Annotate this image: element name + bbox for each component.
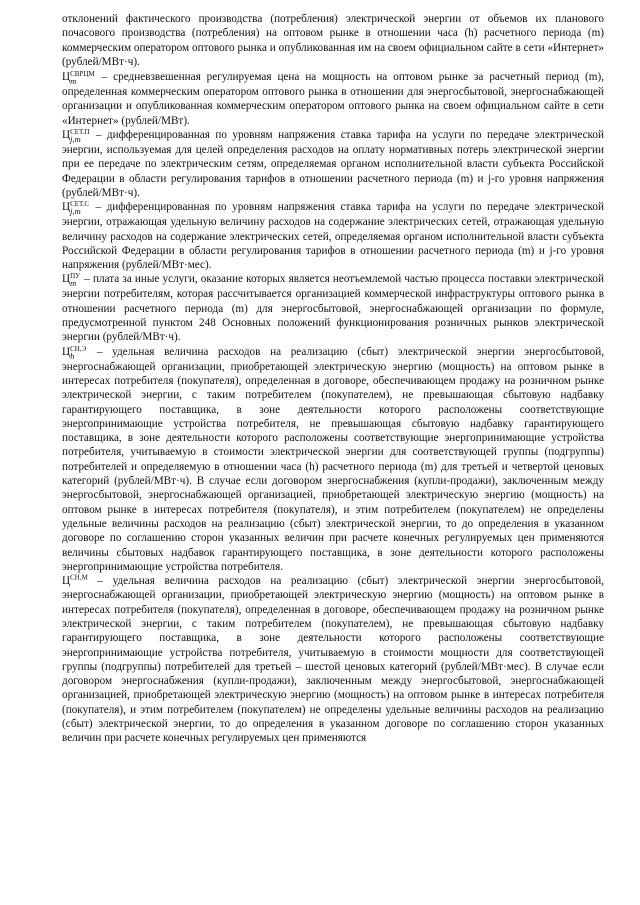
paragraph-continuation: отклонений фактического производства (потребления) электрической энергии от объемов их планового почасового производства (потребления) на оптовом рынке в отношении часа (h) расчетного периода (m) коммерческим оператором оптового рынка и опубликованная им на своем официальном сайте в сети «Интернет» (рублей/МВт·ч). <box>62 13 604 68</box>
definition-text: – плата за иные услуги, оказание которых является неотъемлемой частью процесса поставки электрической энергии потребителям, которая рассчитывается организацией коммерческой инфраструктуры оптового рынка в отношении расчетного периода (m) для энергосбытовой, энергоснабжающей организации по формуле, предусмотренной пунктом 248 Основных положений функционирования розничных рынков электрической энергии (рублей/МВт·ч). <box>62 273 604 344</box>
formula-symbol: Ц ПУ m <box>62 272 81 289</box>
definition-text: – дифференцированная по уровням напряжения ставка тарифа на услуги по передаче электрической энергии, отражающая удельную величину расходов на содержание электрических сетей, отражающая удельную величину расходов на содержание электрических сетей, определяемая органом исполнительной власти субъекта Российской Федерации в области регулирования тарифов в отношении расчетного периода (m) и j-го уровня напряжения (рублей/МВт·мес). <box>62 201 604 272</box>
formula-symbol: Ц СЕТ.С j,m <box>62 200 90 217</box>
definition-tariff-losses <box>62 128 604 200</box>
formula-superscript: СН,М <box>70 573 88 582</box>
formula-superscript: СН,Э <box>70 344 87 353</box>
formula-subscript: m <box>70 76 77 87</box>
formula-superscript: ПУ <box>70 272 81 281</box>
formula-subscript: m <box>70 278 77 289</box>
definition-tariff-network <box>62 200 604 272</box>
definition-price-capacity-avg <box>62 70 604 128</box>
definition-sales-capacity <box>62 574 604 746</box>
formula-symbol: Ц СЕТ.П j,m <box>62 128 90 145</box>
definition-text: – удельная величина расходов на реализацию (сбыт) электрической энергии энергосбытовой, энергоснабжающей организации, приобретающей электрическую энергию (мощность) на оптовом рынке в интересах потребителя (покупателя), определенная в договоре, обеспечивающем продажу на розничном рынке электрической энергии, с таким потребителем (покупателем), не превышающая сбытовую надбавку гарантирующего поставщика, в зоне деятельности которого расположены соответствующие энергопринимающие устройства потребителя, не превышающая сбытовую надбавку гарантирующего поставщика, в зоне деятельности которого расположены соответствующие энергопринимающие устройства потребителя, учитываемую в стоимости электрической энергии для соответствующей группы (подгруппы) потребителей и определяемую в отношении часа (h) расчетного периода (m) для третьей и четвертой ценовых категорий (рублей/МВт·ч). В случае если договором энергоснабжения (купли-продажи), заключенным между энергосбытовой, энергоснабжающей организацией, приобретающей электрическую энергию (мощность) на оптовом рынке в интересах потребителя (покупателя), и этим потребителем (покупателем) не определены удельные величины расходов на реализацию (сбыт) электрической энергии, то до определения в указанном договоре по соглашению сторон указанных величин при расчете конечных регулируемых цен применяются величины сбытовых надбавок гарантирующего поставщика, в зоне деятельности которого расположены энергопринимающие устройства потребителя. <box>62 345 604 573</box>
definition-other-services <box>62 272 604 344</box>
formula-superscript: СЕТ.С <box>70 200 90 209</box>
definition-text: – средневзвешенная регулируемая цена на мощность на оптовом рынке за расчетный период (m), определенная коммерческим оператором оптового рынка в отношении для энергосбытовой, энергоснабжающей организации и опубликованная коммерческим оператором оптового рынка на своем официальном сайте в сети «Интернет» (рублей/МВт). <box>62 71 604 127</box>
definition-text: – удельная величина расходов на реализацию (сбыт) электрической энергии энергосбытовой, энергоснабжающей организации, приобретающей электрическую энергию (мощность) на оптовом рынке в интересах потребителя (покупателя), определенная в договоре, обеспечивающем продажу на розничном рынке электрической энергии, с таким потребителем (покупателем), не превышающая сбытовую надбавку гарантирующего поставщика, в зоне деятельности которого расположены соответствующие энергопринимающие устройства потребителя, учитываемую в стоимости мощности для соответствующей группы (подгруппы) потребителей для третьей – шестой ценовых категорий (рублей/МВт·мес). В случае если договором энергоснабжения (купли-продажи), заключенным между энергосбытовой, энергоснабжающей организацией, приобретающей электрическую энергию (мощность) на оптовом рынке в интересах потребителя (покупателя), и этим потребителем (покупателем) не определены удельные величины расходов на реализацию (сбыт) электрической энергии, то до определения в указанном договоре по соглашению сторон указанных величин при расчете конечных регулируемых цен применяются <box>62 575 604 745</box>
formula-symbol: $Ц^{СН,М}$ <box>62 573 88 588</box>
formula-superscript: СЕТ.П <box>70 128 90 137</box>
formula-superscript: СВРЦМ <box>70 70 95 79</box>
formula-symbol: Ц СВРЦМ m <box>62 70 95 87</box>
definition-sales-energy <box>62 345 604 574</box>
definition-text: – дифференцированная по уровням напряжения ставка тарифа на услуги по передаче электрической энергии, используемая для целей определения расходов на оплату нормативных потерь электрической энергии при ее передаче по электрическим сетям, определяемая органом исполнительной власти субъекта Российской Федерации в области регулирования тарифов в отношении расчетного периода (m) и j-го уровня напряжения (рублей/МВт·ч). <box>62 129 604 199</box>
formula-subscript: j,m <box>70 134 81 145</box>
formula-symbol: Ц СН,Э h <box>62 344 87 361</box>
formula-subscript: j,m <box>70 206 81 217</box>
formula-subscript: h <box>70 350 75 361</box>
